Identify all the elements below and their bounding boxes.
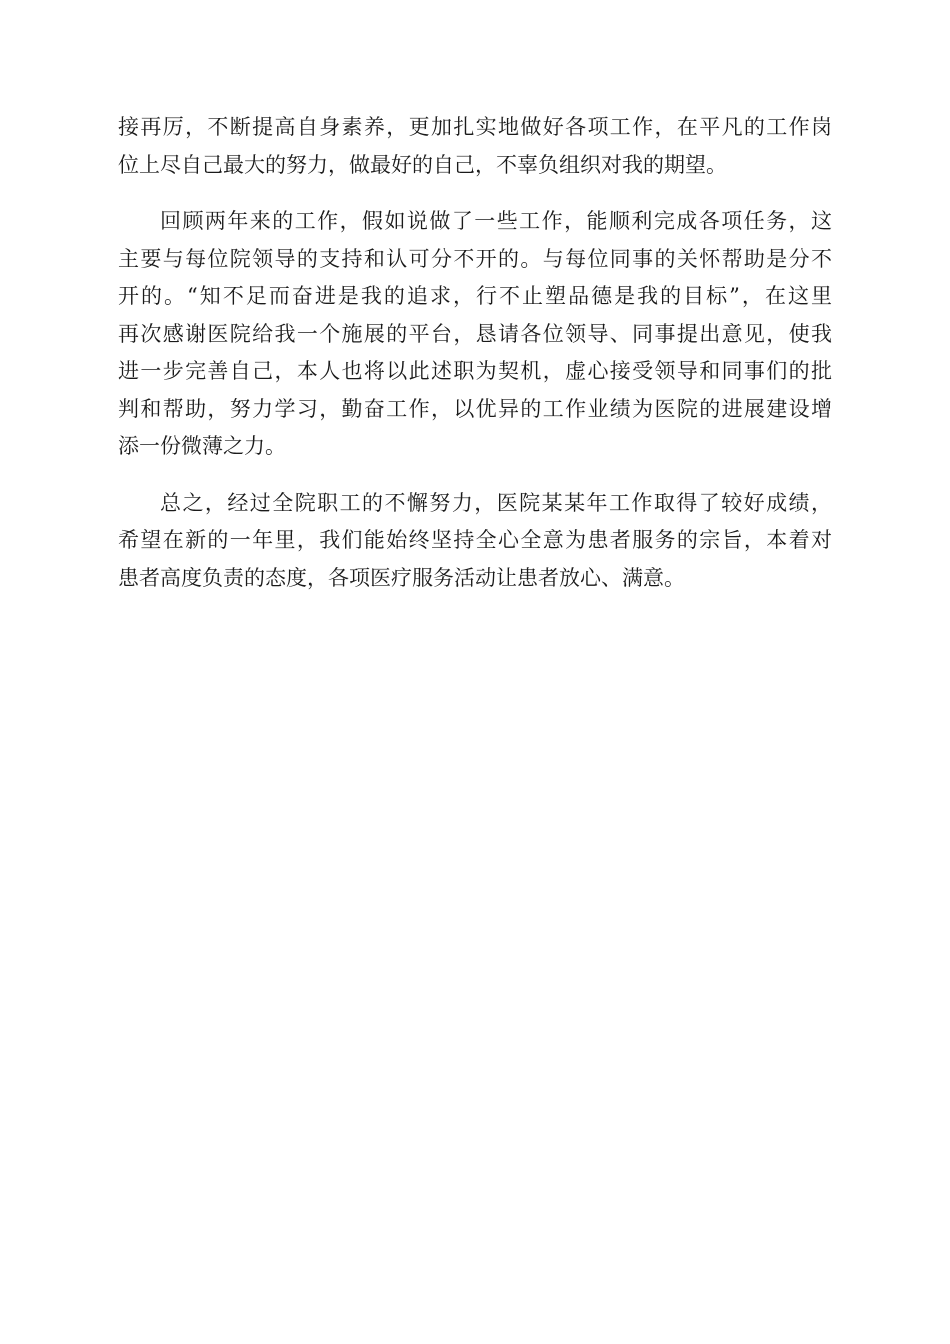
paragraph-line: 添一份微薄之力。 xyxy=(118,434,286,458)
document-body xyxy=(118,109,832,616)
paragraph-line: 希望在新的一年里，我们能始终坚持全心全意为患者服务的宗旨，本着对 xyxy=(118,528,832,552)
paragraph-line: 总之，经过全院职工的不懈努力，医院某某年工作取得了较好成绩， xyxy=(160,490,832,515)
paragraph-line: 进一步完善自己，本人也将以此述职为契机，虚心接受领导和同事们的批 xyxy=(118,359,832,383)
paragraph-2 xyxy=(118,203,832,466)
paragraph-line: 开的。“知不足而奋进是我的追求，行不止塑品德是我的目标”，在这里 xyxy=(118,284,832,308)
paragraph-line: 主要与每位院领导的支持和认可分不开的。与每位同事的关怀帮助是分不 xyxy=(118,246,832,271)
paragraph-3 xyxy=(118,485,832,598)
paragraph-line: 患者高度负责的态度，各项医疗服务活动让患者放心、满意。 xyxy=(118,565,685,590)
paragraph-line: 回顾两年来的工作，假如说做了一些工作，能顺利完成各项任务，这 xyxy=(160,209,832,233)
paragraph-line: 位上尽自己最大的努力，做最好的自己，不辜负组织对我的期望。 xyxy=(118,152,727,177)
paragraph-1 xyxy=(118,109,832,184)
paragraph-line: 再次感谢医院给我一个施展的平台，恳请各位领导、同事提出意见，使我 xyxy=(118,321,832,346)
paragraph-line: 接再厉，不断提高自身素养，更加扎实地做好各项工作，在平凡的工作岗 xyxy=(118,115,832,139)
paragraph-line: 判和帮助，努力学习，勤奋工作，以优异的工作业绩为医院的进展建设增 xyxy=(118,396,832,421)
